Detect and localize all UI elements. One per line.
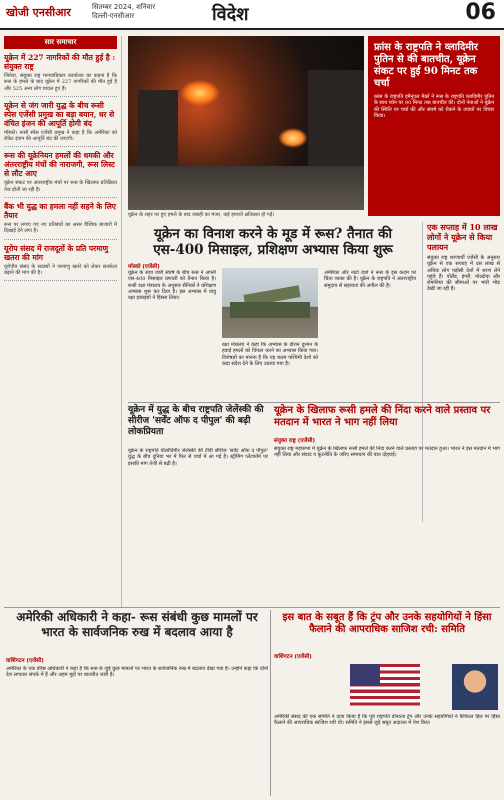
zelensky-headline: यूक्रेन में युद्ध के बीच राष्ट्रपति जेलेंस्की की सीरीज 'सर्वेंट ऑफ द पीपुल' की बढ़ी लोकप्रियता <box>128 405 264 437</box>
dateline-edition: दिल्ली-एनसीआर <box>92 12 135 20</box>
us-flag-image <box>350 664 420 706</box>
brief-item <box>4 53 117 97</box>
zelensky-text: यूक्रेन के राष्ट्रपति वोलोदिमीर जेलेंस्की की टीवी सीरीज 'सर्वेंट ऑफ द पीपुल' युद्ध के बीच दुनिया भर में फिर से चर्चा में आ गई है। स्ट्रीमिंग प्लेटफॉर्म पर इसकी मांग तेजी से बढ़ी है। <box>128 448 268 467</box>
story-headline: फ्रांस के राष्ट्रपति ने व्लादिमीर पुतिन से की बातचीत, यूक्रेन संकट पर हुई 90 मिनट तक चर्चा <box>374 42 478 89</box>
us-official-headline: अमेरिकी अधिकारी ने कहा- रूस संबंधी कुछ मामलों पर भारत के सार्वजनिक रुख में बदलाव आया है <box>16 610 258 639</box>
brief-title: रूस की यूक्रेनियन हमलों की धमकी और अंतरराष्ट्रीय मंचों की नाराजगी, रूस लिस्ट से लौट आए <box>4 151 115 179</box>
fire-glow <box>278 128 308 148</box>
column-divider <box>270 610 271 796</box>
lead-photo <box>128 36 364 210</box>
story-headline: एक सप्ताह में 10 लाख लोगों ने यूक्रेन से किया पलायन <box>427 222 498 252</box>
news-briefs-column <box>4 36 122 608</box>
photo-caption: यूक्रेन के शहर पर हुए हमले के बाद तबाही का मंजर, कई इमारतें क्षतिग्रस्त हो गईं। <box>128 212 275 218</box>
military-truck <box>230 302 310 318</box>
brief-item <box>4 151 117 198</box>
un-vote-byline: संयुक्त राष्ट्र (एजेंसी) <box>274 438 315 444</box>
us-official-byline: वाशिंगटन (एजेंसी) <box>6 658 44 664</box>
brief-item <box>4 202 117 240</box>
brief-text: यूरोपीय संसद के सदस्यों ने परमाणु खतरे को लेकर सतर्कता बढ़ाने की मांग की है। <box>4 263 117 276</box>
briefs-header: सार समाचार <box>4 36 117 49</box>
brief-text: जिनेवा, संयुक्त राष्ट्र मानवाधिकार कार्यालय का कहना है कि रूस के हमले के बाद यूक्रेन में 227 नागरिकों की मौत हुई है और 525 अन्य लोग घायल हुए हैं। <box>4 73 117 92</box>
un-vote-headline: यूक्रेन के खिलाफ रूसी हमले की निंदा करने वाले प्रस्ताव पर मतदान में भारत ने भाग नहीं लिया <box>274 405 491 428</box>
trump-headline: इस बात के सबूत हैं कि ट्रंप और उनके सहयोगियों ने हिंसा फैलाने की आपराधिक साजिश रची: समिति <box>282 612 492 635</box>
brief-title: बैंक भी युद्ध का हमला नहीं सहने के लिए तैयार <box>4 202 116 221</box>
trump-photo <box>452 664 498 710</box>
story-text: फ्रांस के राष्ट्रपति इमैनुएल मैक्रों ने रूस के राष्ट्रपति व्लादिमीर पुतिन के साथ फोन पर 90 मिनट तक बातचीत की। दोनों नेताओं ने यूक्रेन की स्थिति पर चर्चा की और संघर्ष को रोकने के उपायों पर विचार किया। <box>374 94 494 119</box>
trump-byline: वाशिंगटन (एजेंसी) <box>274 654 312 660</box>
brief-item <box>4 244 117 282</box>
brief-title: यूरोप संसद में राजदूतों के प्रति परमाणु खतरा की मांग <box>4 243 109 262</box>
rubble <box>128 166 364 210</box>
story-text: संयुक्त राष्ट्र शरणार्थी एजेंसी के अनुसार यूक्रेन से एक सप्ताह में दस लाख से अधिक लोग पड़ोसी देशों में शरण लेने पहुंचे हैं। पोलैंड, हंगरी, मोल्दोवा और रोमानिया की सीमाओं पर भारी भीड़ देखी जा रही है। <box>427 255 500 293</box>
fire-glow <box>180 80 220 106</box>
trump-text: अमेरिकी संसद की एक समिति ने दावा किया है कि पूर्व राष्ट्रपति डोनाल्ड ट्रंप और उनके सहयोगियों ने कैपिटल हिल पर हिंसा फैलाने की आपराधिक साजिश रची थी। समिति ने इससे जुड़े सबूत अदालत में पेश किए। <box>274 714 500 727</box>
dateline-date: सितम्बर 2024, शनिवार <box>92 3 156 11</box>
main-byline: मॉस्को (एजेंसी) <box>128 264 160 270</box>
brief-text: रूस पर लगाए गए नए प्रतिबंधों का असर वैश्विक बाजारों में दिखाई देने लगा है। <box>4 222 117 235</box>
brief-item <box>4 101 117 148</box>
brief-title: यूक्रेन से जंग जारी युद्ध के बीच रूसी स्पेस एजेंसी प्रमुख का बड़ा बयान, धर से वंचित इंजन की आपूर्ति होगी बंद <box>4 100 115 128</box>
brief-text: यूक्रेन संकट पर अंतरराष्ट्रीय मंचों पर रूस के खिलाफ प्रतिक्रिया तेज होती जा रही है। <box>4 180 117 193</box>
section-title: विदेश <box>212 4 249 25</box>
macron-putin-story <box>368 36 500 216</box>
main-text-col-2: रक्षा मंत्रालय ने कहा कि अभ्यास के दौरान दुश्मन के हवाई हमलों को विफल करने का अभ्यास किया गया। विशेषज्ञों का मानना है कि यह कदम पश्चिमी देशों को कड़ा संदेश देने के लिए उठाया गया है। <box>222 342 318 367</box>
masthead <box>0 0 504 30</box>
missile-photo <box>222 268 318 338</box>
section-divider <box>4 607 500 608</box>
brief-title: यूक्रेन में 227 नागरिकों की मौत हुई है : संयुक्त राष्ट्र <box>4 53 116 71</box>
main-text-col-3: अमेरिका और नाटो देशों ने रूस के इस कदम पर चिंता व्यक्त की है। यूक्रेन के राष्ट्रपति ने अंतरराष्ट्रीय समुदाय से सहायता की अपील की है। <box>324 270 416 289</box>
main-headline: यूक्रेन का विनाश करने के मूड में रूस? तैनात की एस-400 मिसाइल, प्रशिक्षण अभ्यास किया शुरू <box>153 226 393 258</box>
dateline <box>92 3 155 21</box>
un-vote-text: संयुक्त राष्ट्र महासभा में यूक्रेन के खिलाफ रूसी हमले की निंदा करने वाले प्रस्ताव पर मतदान हुआ। भारत ने इस मतदान में भाग नहीं लिया और संवाद व कूटनीति के जरिए समाधान की बात दोहराई। <box>274 446 500 459</box>
flag-canton <box>350 664 380 686</box>
section-divider <box>128 402 500 403</box>
main-text-col-1: यूक्रेन के साथ जारी संघर्ष के बीच रूस ने अपनी एस-400 मिसाइल प्रणाली को तैनात किया है। रूसी रक्षा मंत्रालय के अनुसार सैनिकों ने प्रशिक्षण अभ्यास शुरू कर दिया है। इस अभ्यास में वायु रक्षा इकाइयों ने हिस्सा लिया। <box>128 270 216 302</box>
brief-text: मॉस्को। रूसी स्पेस एजेंसी प्रमुख ने कहा है कि अमेरिका को रॉकेट इंजन की आपूर्ति बंद की जाएगी। <box>4 129 117 143</box>
newspaper-brand: खोजी एनसीआर <box>6 6 71 19</box>
us-official-text: अमेरिका के एक वरिष्ठ अधिकारी ने कहा है कि रूस से जुड़े कुछ मामलों पर भारत के सार्वजनिक रुख में बदलाव देखा गया है। उन्होंने कहा कि दोनों देश लगातार संपर्क में हैं और अहम मुद्दों पर बातचीत जारी है। <box>6 666 268 679</box>
page-number: 06 <box>465 0 496 25</box>
